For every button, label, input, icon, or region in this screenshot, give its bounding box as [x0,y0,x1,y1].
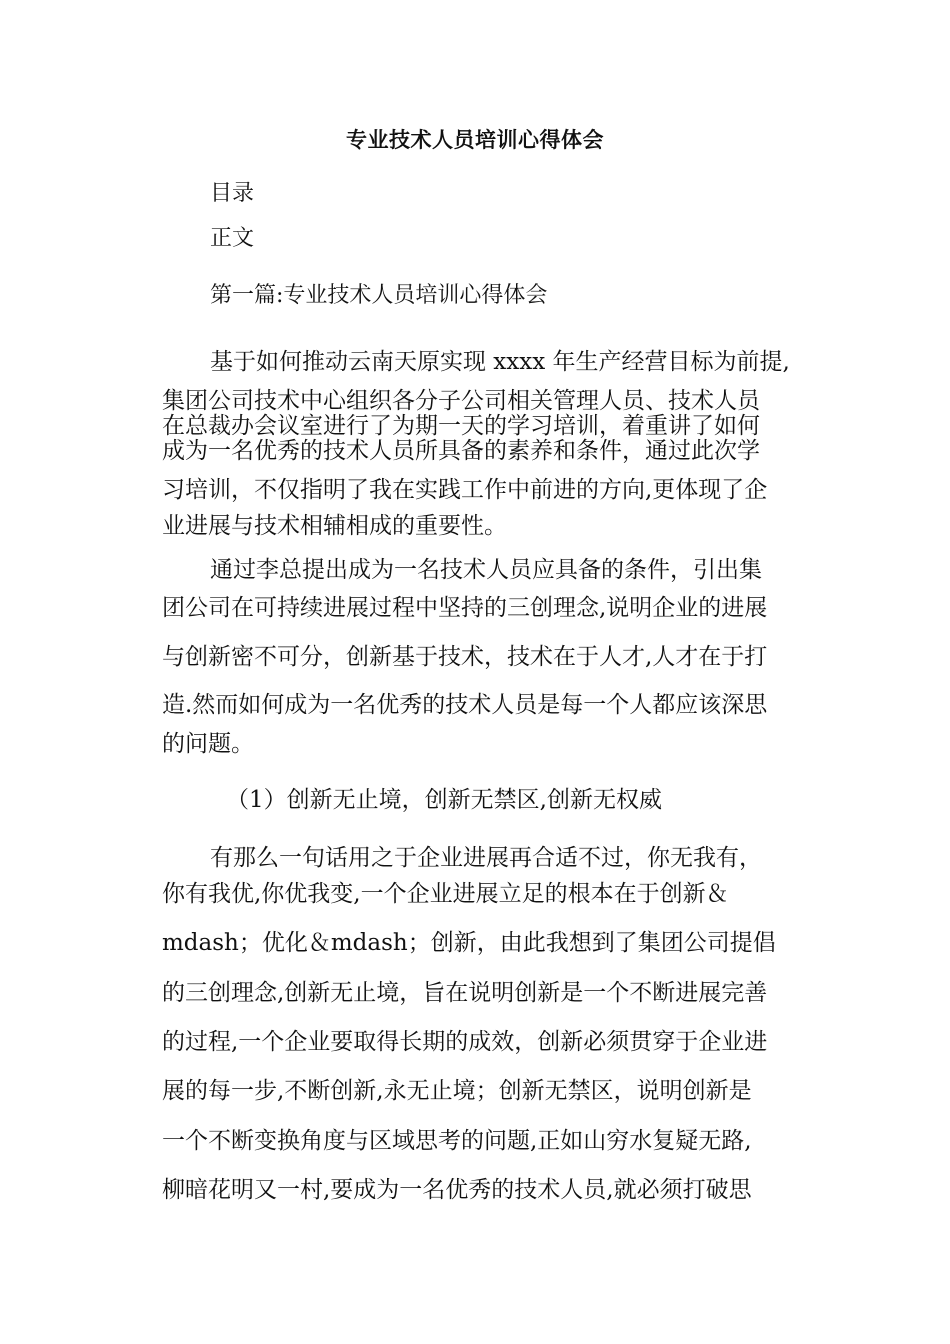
paragraph-line: 通过李总提出成为一名技术人员应具备的条件，引出集 [210,557,762,583]
paragraph-line: 习培训，不仅指明了我在实践工作中前进的方向,更体现了企 [162,477,768,503]
paragraph-line: 的过程,一个企业要取得长期的成效，创新必须贯穿于企业进 [162,1029,768,1055]
paragraph-line: 有那么一句话用之于企业进展再合适不过，你无我有， [210,845,762,871]
paragraph-line: 一个不断变换角度与区域思考的问题,正如山穷水复疑无路, [162,1128,752,1154]
subsection-heading: （1）创新无止境，创新无禁区,创新无权威 [226,787,662,813]
paragraph-line: 展的每一步,不断创新,永无止境；创新无禁区，说明创新是 [162,1078,752,1104]
paragraph-line: 业进展与技术相辅相成的重要性。 [162,513,507,539]
paragraph-line: 你有我优,你优我变,一个企业进展立足的根本在于创新＆ [162,881,729,907]
paragraph-line: 的问题。 [162,731,254,757]
paragraph-line: 团公司在可持续进展过程中坚持的三创理念,说明企业的进展 [162,595,768,621]
paragraph-line: 成为一名优秀的技术人员所具备的素养和条件，通过此次学 [162,438,760,464]
paragraph-line: 在总裁办会议室进行了为期一天的学习培训，着重讲了如何 [162,413,760,439]
document-title: 专业技术人员培训心得体会 [346,128,604,152]
paragraph-line: 的三创理念,创新无止境，旨在说明创新是一个不断进展完善 [162,980,768,1006]
paragraph-line: 柳暗花明又一村,要成为一名优秀的技术人员,就必须打破思 [162,1177,752,1203]
paragraph-line: 基于如何推动云南天原实现 xxxx 年生产经营目标为前提, [210,349,790,375]
paragraph-line: 与创新密不可分，创新基于技术，技术在于人才,人才在于打 [162,644,768,670]
paragraph-line: 造.然而如何成为一名优秀的技术人员是每一个人都应该深思 [162,692,768,718]
body-label: 正文 [210,226,255,251]
section-heading: 第一篇:专业技术人员培训心得体会 [210,283,548,308]
paragraph-line: 集团公司技术中心组织各分子公司相关管理人员、技术人员 [162,388,760,414]
paragraph-line: mdash；优化＆mdash；创新，由此我想到了集团公司提倡 [162,930,776,956]
toc-label: 目录 [210,181,255,206]
